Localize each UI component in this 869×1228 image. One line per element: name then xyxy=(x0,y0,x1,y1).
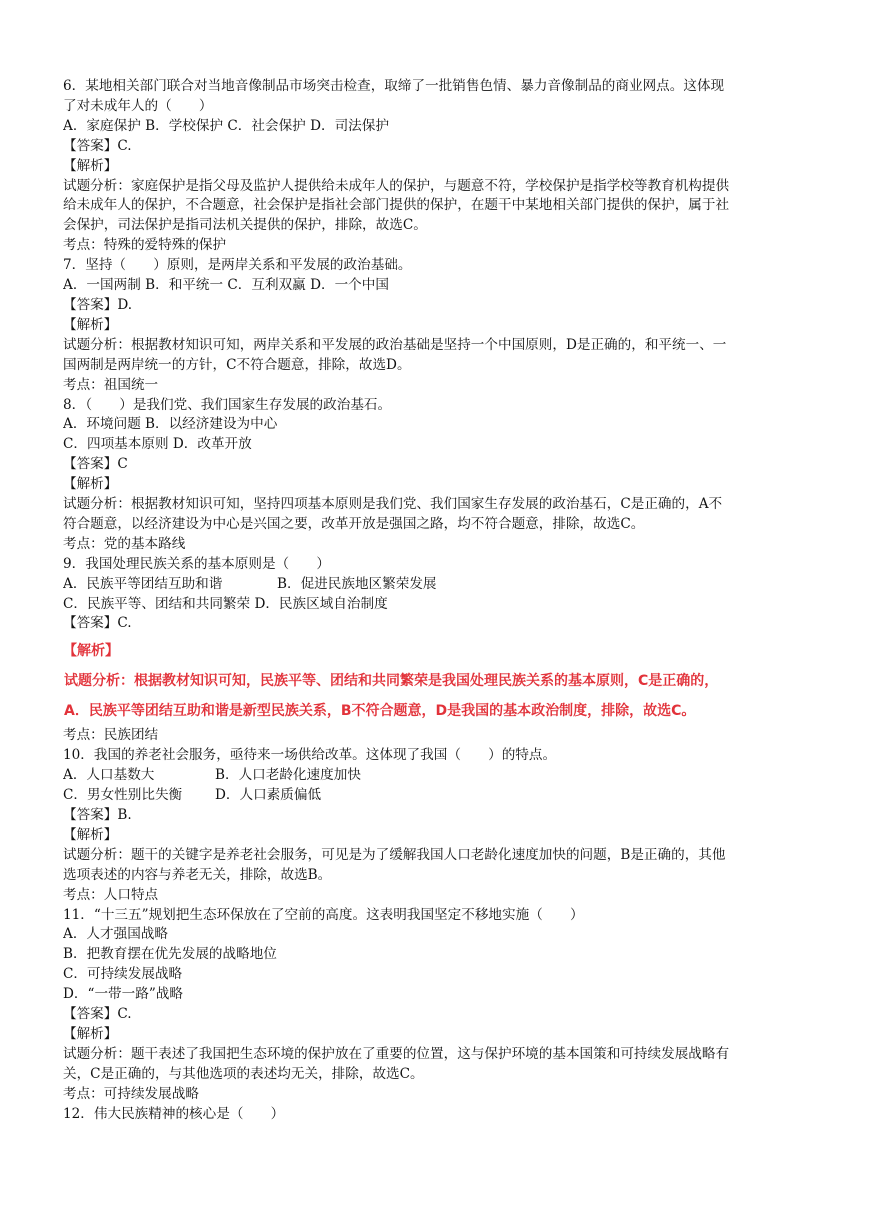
question-8 xyxy=(63,396,823,555)
option-b: B．把教育摆在优先发展的战略地位 xyxy=(63,946,277,963)
question-stem: 10．我国的养老社会服务，亟待来一场供给改革。这体现了我国（ ）的特点。 xyxy=(63,747,557,764)
analysis-text: 给未成年人的保护，不合题意，社会保护是指社会部门提供的保护，在题干中某地相关部门提供的保护，属于社 xyxy=(63,197,730,214)
question-9 xyxy=(63,555,823,747)
option-d: D．人口素质偏低 xyxy=(215,787,322,804)
analysis-text: 试题分析：题干的关键字是养老社会服务，可见是为了缓解我国人口老龄化速度加快的问题，B是正确的，其他 xyxy=(63,846,726,863)
question-12 xyxy=(63,1105,823,1125)
question-stem: 6．某地相关部门联合对当地音像制品市场突击检查，取缔了一批销售色情、暴力音像制品的商业网点。这体现 xyxy=(63,78,725,94)
question-stem: 了对未成年人的（ ） xyxy=(63,97,213,114)
analysis-label: 【解析】 xyxy=(63,826,118,843)
answer-line: 【答案】C. xyxy=(63,137,132,154)
option-c: C．可持续发展战略 xyxy=(63,966,183,983)
analysis-label: 【解析】 xyxy=(63,643,119,660)
analysis-text: 国两制是两岸统一的方针，C不符合题意，排除，故选D。 xyxy=(63,356,411,373)
question-6 xyxy=(63,77,823,256)
analysis-text: 试题分析：家庭保护是指父母及监护人提供给未成年人的保护，与题意不符，学校保护是指学校等教育机构提供 xyxy=(63,177,730,194)
kaodian-line: 考点：民族团结 xyxy=(63,727,159,744)
question-stem: 8．（ ）是我们党、我们国家生存发展的政治基石。 xyxy=(63,396,392,413)
answer-line: 【答案】C. xyxy=(63,615,132,632)
analysis-text: 试题分析：根据教材知识可知，两岸关系和平发展的政治基础是坚持一个中国原则，D是正确的，和平统一、一 xyxy=(63,336,727,353)
kaodian-line: 考点：可持续发展战略 xyxy=(63,1085,199,1102)
question-options xyxy=(63,786,823,806)
analysis-text: A．民族平等团结互助和谐是新型民族关系，B不符合题意，D是我国的基本政治制度，排除，故选C。 xyxy=(64,703,696,720)
question-options xyxy=(63,766,823,786)
analysis-text: 试题分析：根据教材知识可知，坚持四项基本原则是我们党、我们国家生存发展的政治基石，C是正确的，A不 xyxy=(63,496,723,513)
analysis-text: 会保护，司法保护是指司法机关提供的保护，排除，故选C。 xyxy=(63,217,427,234)
question-options xyxy=(63,575,823,595)
answer-line: 【答案】B. xyxy=(63,807,132,823)
analysis-text: 试题分析：题干表述了我国把生态环境的保护放在了重要的位置，这与保护环境的基本国策和可持续发展战略有 xyxy=(63,1045,730,1062)
analysis-text: 符合题意，以经济建设为中心是兴国之要，改革开放是强国之路，均不符合题意，排除，故选C。 xyxy=(63,515,645,532)
analysis-text: 关，C是正确的，与其他选项的表述均无关，排除，故选C。 xyxy=(63,1065,424,1082)
option-a: A．环境问题 xyxy=(63,416,141,433)
analysis-text: 试题分析：根据教材知识可知，民族平等、团结和共同繁荣是我国处理民族关系的基本原则，C是正确的， xyxy=(64,673,719,690)
analysis-label: 【解析】 xyxy=(63,316,118,333)
answer-line: 【答案】C. xyxy=(63,1006,132,1023)
kaodian-line: 考点：特殊的爱特殊的保护 xyxy=(63,237,227,254)
question-options: A．一国两制 B．和平统一 C．互利双赢 D．一个中国 xyxy=(63,277,389,294)
question-options: A．家庭保护 B．学校保护 C．社会保护 D．司法保护 xyxy=(63,117,389,134)
answer-line: 【答案】C xyxy=(63,456,128,473)
document-page xyxy=(63,77,823,1125)
question-stem: 7．坚持（ ）原则，是两岸关系和平发展的政治基础。 xyxy=(63,257,412,274)
option-d: D．“一带一路”战略 xyxy=(63,986,183,1003)
question-stem: 11．“十三五”规划把生态环保放在了空前的高度。这表明我国坚定不移地实施（ ） xyxy=(63,906,584,923)
answer-line: 【答案】D. xyxy=(63,296,133,313)
question-11 xyxy=(63,906,823,1105)
question-7 xyxy=(63,256,823,395)
question-stem: 12．伟大民族精神的核心是（ ） xyxy=(63,1105,285,1122)
kaodian-line: 考点：祖国统一 xyxy=(63,376,159,393)
option-b: B．促进民族地区繁荣发展 xyxy=(277,575,437,592)
question-stem: 9．我国处理民族关系的基本原则是（ ） xyxy=(63,555,330,572)
option-b: B．人口老龄化速度加快 xyxy=(215,767,361,784)
kaodian-line: 考点：人口特点 xyxy=(63,886,159,903)
option-c: C．男女性别比失衡 xyxy=(63,787,183,804)
question-10 xyxy=(63,746,823,905)
option-a: A．人口基数大 xyxy=(63,767,155,784)
analysis-label: 【解析】 xyxy=(63,476,118,493)
kaodian-line: 考点：党的基本路线 xyxy=(63,535,186,552)
analysis-label: 【解析】 xyxy=(63,1025,118,1042)
analysis-label: 【解析】 xyxy=(63,157,118,174)
analysis-text: 选项表述的内容与养老无关，排除，故选B。 xyxy=(63,866,332,883)
question-options: C．四项基本原则 D．改革开放 xyxy=(63,436,252,453)
option-a: A．人才强国战略 xyxy=(63,926,168,943)
option-b: B．以经济建设为中心 xyxy=(145,416,278,433)
question-options xyxy=(63,415,823,435)
option-a: A．民族平等团结互助和谐 xyxy=(63,575,223,592)
question-options: C．民族平等、团结和共同繁荣 D．民族区域自治制度 xyxy=(63,595,388,612)
